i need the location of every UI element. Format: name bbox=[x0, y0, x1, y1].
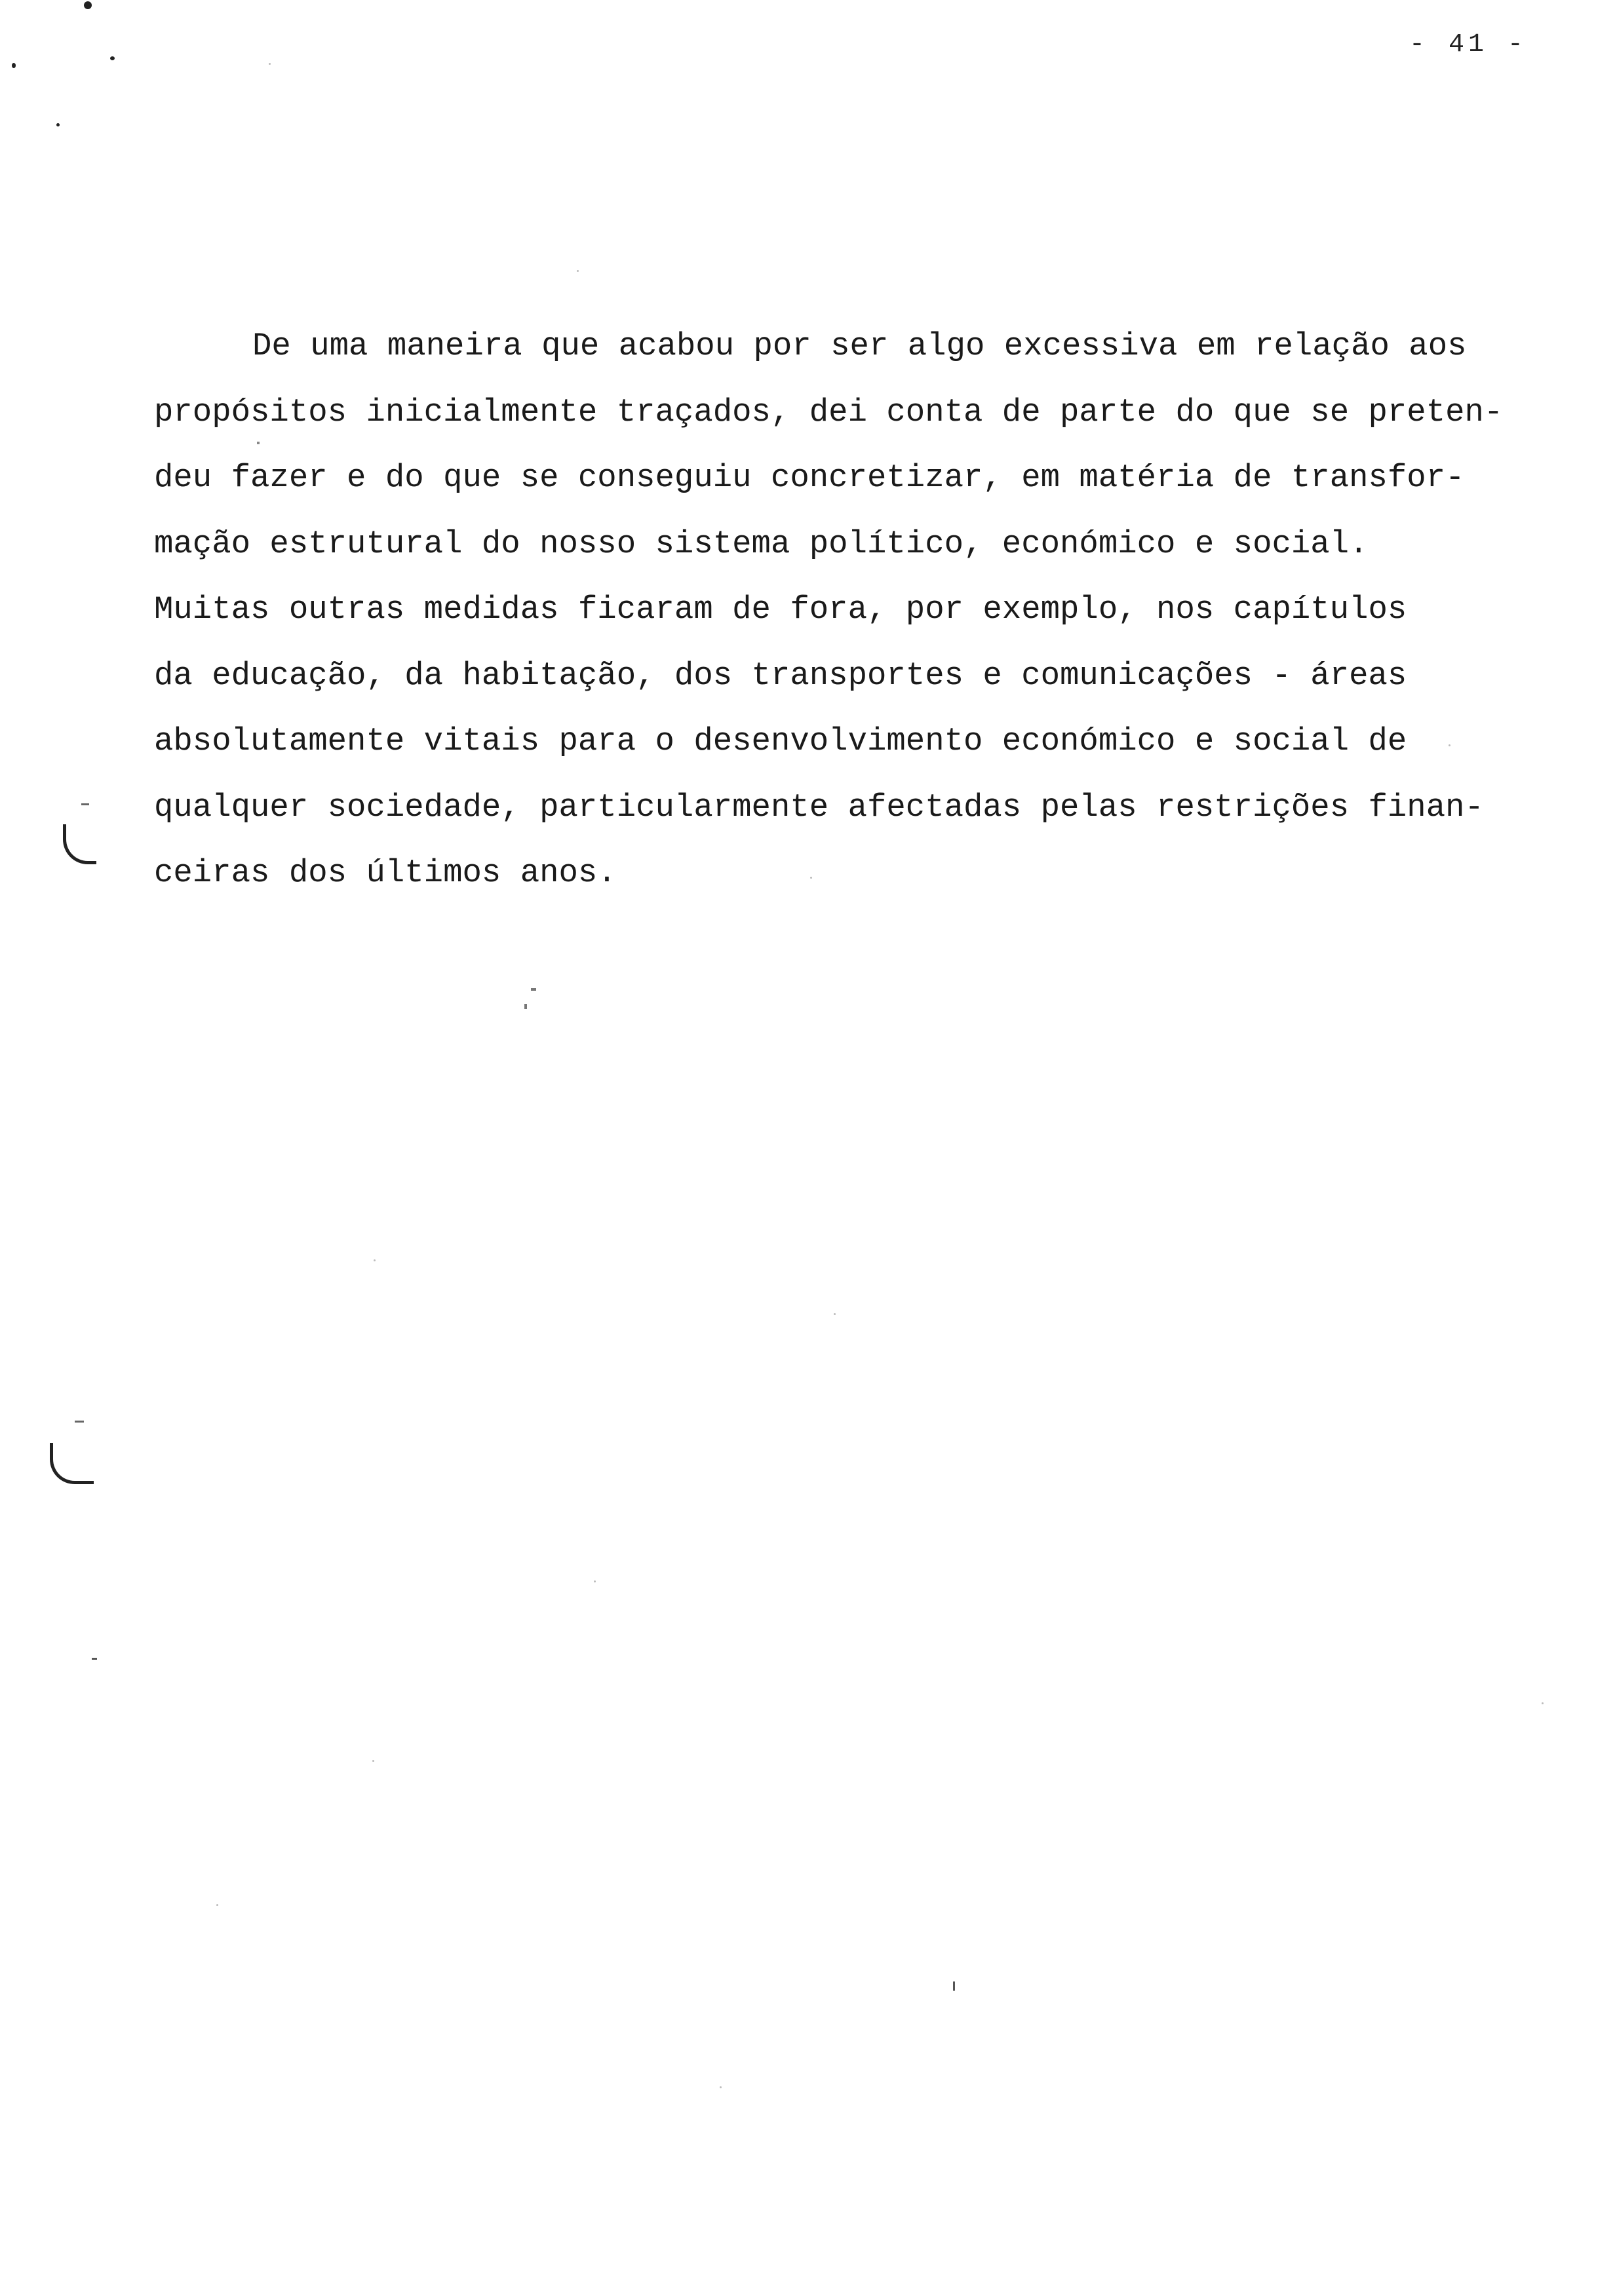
page-number: - 41 - bbox=[1409, 30, 1528, 60]
scan-speck bbox=[720, 2086, 722, 2088]
scan-speck bbox=[257, 442, 260, 444]
scan-speck bbox=[834, 1313, 836, 1315]
binding-mark bbox=[50, 1443, 94, 1484]
scan-speck bbox=[372, 1760, 374, 1762]
scan-speck bbox=[92, 1658, 97, 1660]
paragraph-line: mação estrutural do nosso sistema político, económico e social. bbox=[154, 525, 1369, 562]
scan-speck bbox=[216, 1904, 218, 1906]
scan-speck bbox=[56, 123, 60, 126]
scan-speck bbox=[594, 1580, 596, 1582]
scan-speck bbox=[1449, 744, 1450, 746]
scan-speck bbox=[810, 877, 812, 879]
scan-speck bbox=[81, 803, 89, 805]
scan-speck bbox=[12, 63, 16, 68]
scan-speck bbox=[953, 1981, 955, 1991]
paragraph-line: da educação, da habitação, dos transportes e comunicações - áreas bbox=[154, 657, 1407, 694]
scan-speck bbox=[374, 1259, 376, 1261]
scan-speck bbox=[531, 988, 536, 991]
scan-speck bbox=[577, 270, 579, 272]
paragraph-line: ceiras dos últimos anos. bbox=[154, 854, 617, 891]
scan-speck bbox=[110, 56, 115, 60]
scan-speck bbox=[1542, 1702, 1544, 1704]
paragraph-line: De uma maneira que acabou por ser algo excessiva em relação aos bbox=[252, 328, 1467, 364]
paragraph-line: absolutamente vitais para o desenvolvimento económico e social de bbox=[154, 723, 1407, 759]
paragraph-line: deu fazer e do que se conseguiu concretizar, em matéria de transfor- bbox=[154, 459, 1465, 496]
binding-mark bbox=[63, 824, 96, 864]
scan-speck bbox=[84, 1, 92, 9]
paragraph-line: Muitas outras medidas ficaram de fora, por exemplo, nos capítulos bbox=[154, 591, 1407, 628]
paragraph-line: qualquer sociedade, particularmente afectadas pelas restrições finan- bbox=[154, 788, 1484, 826]
body-paragraph bbox=[154, 313, 1544, 906]
scan-speck bbox=[75, 1421, 84, 1423]
scan-speck bbox=[524, 1004, 527, 1009]
scan-speck bbox=[269, 63, 271, 65]
paragraph-line: propósitos inicialmente traçados, dei conta de parte do que se preten- bbox=[154, 393, 1504, 430]
